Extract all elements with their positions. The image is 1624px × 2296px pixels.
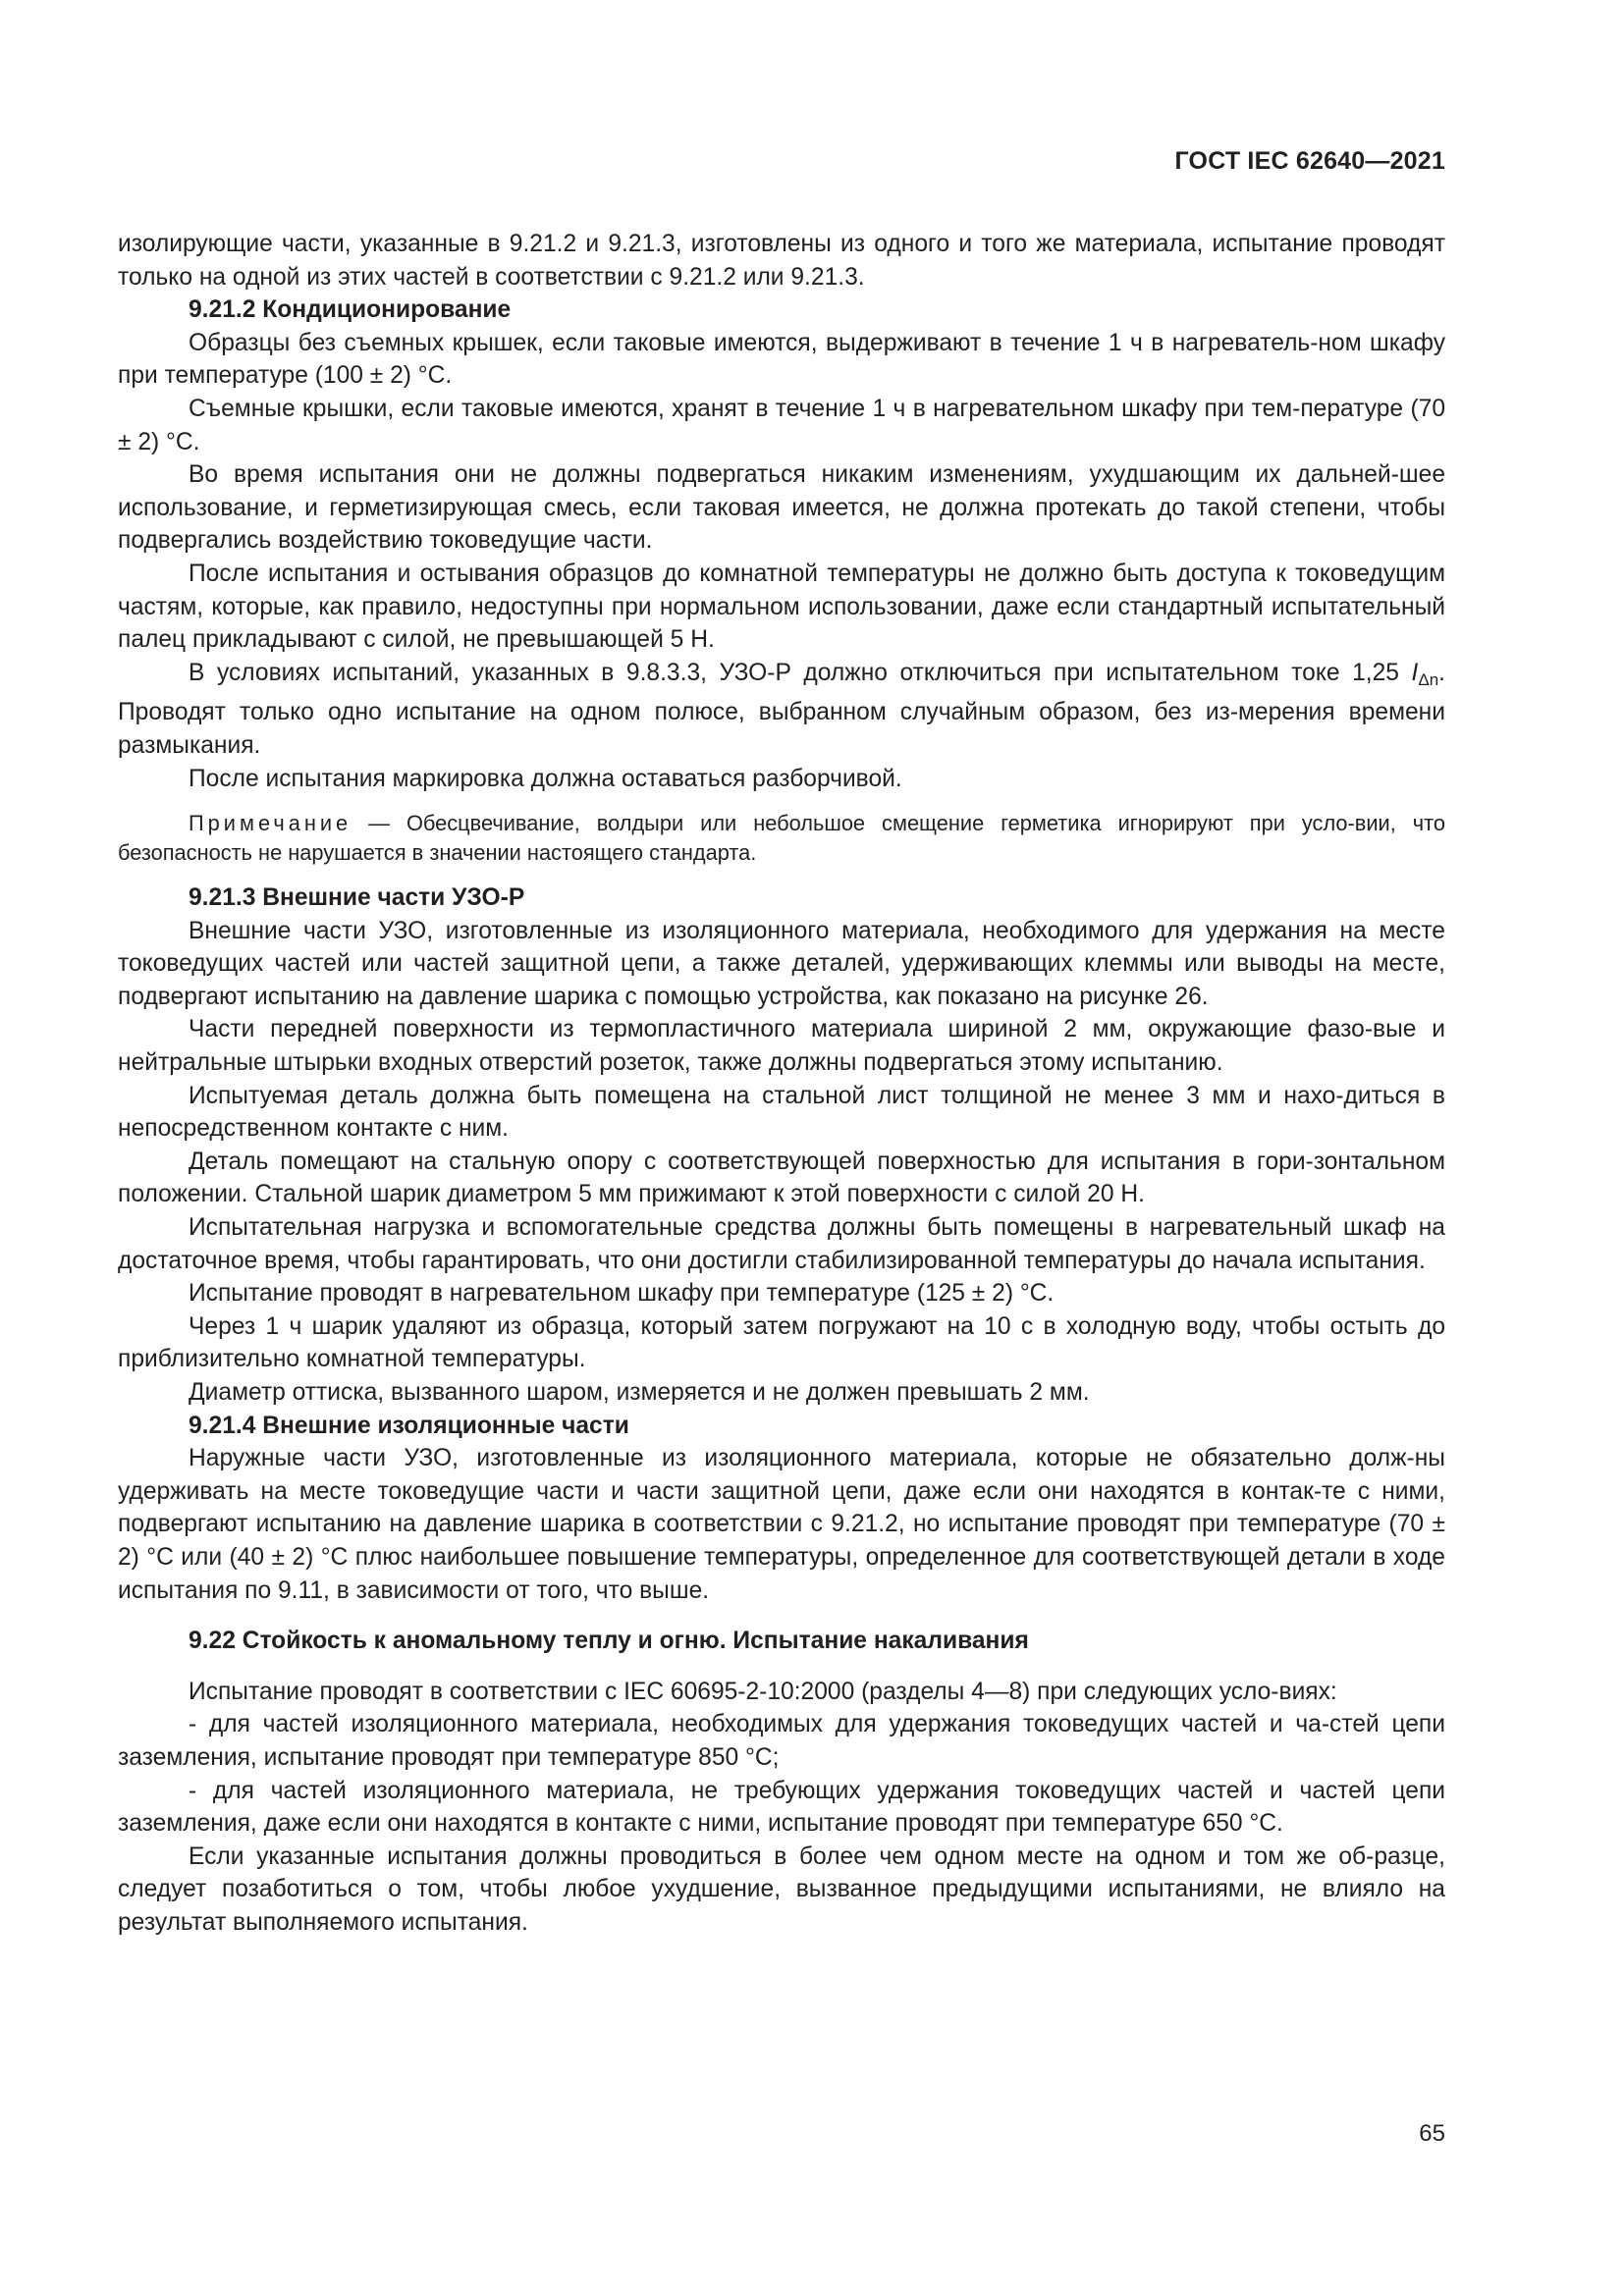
paragraph: Испытуемая деталь должна быть помещена на стальной лист толщиной не менее 3 мм и нахо-диться в непосредственном контакте с ним.	[118, 1082, 1445, 1143]
list-item: - для частей изоляционного материала, не требующих удержания токоведущих частей и частей цепи заземления, даже если они находятся в контакте с ними, испытание проводят при температуре 650 °C.	[118, 1777, 1445, 1838]
paragraph: Образцы без съемных крышек, если таковые имеются, выдерживают в течение 1 ч в нагреватель-ном шкафу при температуре (100 ± 2) °C.	[118, 329, 1445, 390]
paragraph: Съемные крышки, если таковые имеются, хранят в течение 1 ч в нагревательном шкафу при тем-пературе (70 ± 2) °C.	[118, 395, 1445, 455]
section-heading-9-21-4: 9.21.4 Внешние изоляционные части	[189, 1412, 629, 1439]
paragraph: Диаметр оттиска, вызванного шаром, измеряется и не должен превышать 2 мм.	[189, 1379, 1090, 1406]
page-number: 65	[1419, 2120, 1445, 2147]
paragraph: Деталь помещают на стальную опору с соответствующей поверхностью для испытания в гори-зонтальном положении. Стальной шарик диаметром 5 мм прижимают к этой поверхности с силой 20 Н.	[118, 1148, 1445, 1208]
current-symbol: I	[1411, 659, 1419, 686]
paragraph: После испытания и остывания образцов до комнатной температуры не должно быть доступа к токоведущим частям, которые, как правило, недоступны при нормальном использовании, даже если стандартный испытательный палец прикладывают с силой, не превышающей 5 Н.	[118, 560, 1445, 654]
paragraph-text: . Проводят только одно испытание на одном полюсе, выбранном случайным образом, без из-мерения времени размыкания.	[118, 659, 1445, 759]
paragraph-test-current	[118, 657, 1445, 763]
document-standard-id: ГОСТ IEC 62640—2021	[1174, 147, 1445, 175]
paragraph: Во время испытания они не должны подвергаться никаким изменениям, ухудшающим их дальней-шее использование, и герметизирующая смесь, если таковая имеется, не должна протекать до такой степени, чтобы подвергались воздействию токоведущие части.	[118, 461, 1445, 555]
paragraph: Части передней поверхности из термопластичного материала шириной 2 мм, окружающие фазо-вые и нейтральные штырьки входных отверстий розеток, также должны подвергаться этому испытанию.	[118, 1016, 1445, 1077]
paragraph: После испытания маркировка должна оставаться разборчивой.	[189, 765, 902, 792]
paragraph: Испытательная нагрузка и вспомогательные средства должны быть помещены в нагревательный шкаф на достаточное время, чтобы гарантировать, что они достигли стабилизированной температуры до начала испытания.	[118, 1214, 1445, 1274]
paragraph: Наружные части УЗО, изготовленные из изоляционного материала, которые не обязательно долж-ны удерживать на месте токоведущие части и части защитной цепи, даже если они находятся в контак-те с ними, подвергают испытанию на давление шарика в соответствии с 9.21.2, но испытание проводят при температуре (70 ± 2) °C или (40 ± 2) °C плюс наибольшее повышение температуры, определенное для соответствующей детали в ходе испытания по 9.11, в зависимости от того, что выше.	[118, 1445, 1445, 1604]
section-heading-9-21-2: 9.21.2 Кондиционирование	[189, 296, 512, 324]
current-subscript: Δn	[1418, 669, 1439, 689]
note-text: — Обесцвечивание, волдыри или небольшое смещение герметика игнорируют при усло-вии, что безопасность не нарушается в значении настоящего стандарта.	[118, 811, 1445, 866]
paragraph: Через 1 ч шарик удаляют из образца, который затем погружают на 10 с в холодную воду, чтобы остыть до приблизительно комнатной температуры.	[118, 1312, 1445, 1373]
paragraph-text: В условиях испытаний, указанных в 9.8.3.3, УЗО-Р должно отключиться при испытательном токе 1,25	[189, 659, 1412, 686]
paragraph: Если указанные испытания должны проводиться в более чем одном месте на одном и том же об-разце, следует позаботиться о том, чтобы любое ухудшение, вызванное предыдущими испытаниями, не влияло на результат выполняемого испытания.	[118, 1842, 1445, 1936]
section-heading-9-22: 9.22 Стойкость к аномальному теплу и огню. Испытание накаливания	[189, 1628, 1029, 1655]
note-label: Примечание	[189, 811, 352, 836]
paragraph-continuation: изолирующие части, указанные в 9.21.2 и 9.21.3, изготовлены из одного и того же материала, испытание проводят только на одной из этих частей в соответствии с 9.21.2 или 9.21.3.	[118, 231, 1445, 291]
paragraph: Испытание проводят в нагревательном шкафу при температуре (125 ± 2) °C.	[189, 1280, 1055, 1308]
note	[118, 809, 1445, 868]
document-body	[118, 228, 1445, 1940]
paragraph: Внешние части УЗО, изготовленные из изоляционного материала, необходимого для удержания на месте токоведущих частей или частей защитной цепи, а также деталей, удерживающих клеммы или выводы на месте, подвергают испытанию на давление шарика с помощью устройства, как показано на рисунке 26.	[118, 917, 1445, 1010]
section-heading-9-21-3: 9.21.3 Внешние части УЗО-Р	[189, 884, 525, 912]
paragraph: Испытание проводят в соответствии с IEC 60695-2-10:2000 (разделы 4—8) при следующих усло-виях:	[189, 1678, 1337, 1705]
list-item: - для частей изоляционного материала, необходимых для удержания токоведущих частей и ча-стей цепи заземления, испытание проводят при температуре 850 °C;	[118, 1711, 1445, 1771]
